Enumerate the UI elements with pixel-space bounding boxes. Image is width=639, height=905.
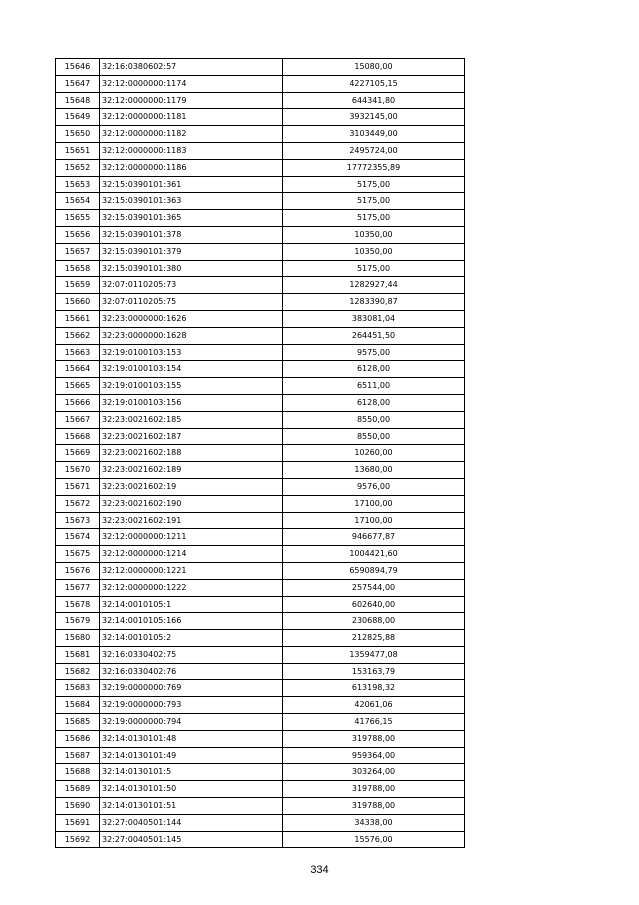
table-row: [56, 75, 465, 92]
value-cell: 6128,00: [283, 361, 465, 378]
table-row: [56, 159, 465, 176]
row-number-cell: 15689: [56, 781, 100, 798]
value-cell: 230688,00: [283, 613, 465, 630]
value-cell: 17100,00: [283, 495, 465, 512]
table-row: [56, 579, 465, 596]
cadastral-number-cell: 32:12:0000000:1222: [100, 579, 283, 596]
row-number-cell: 15688: [56, 764, 100, 781]
table-row: [56, 680, 465, 697]
value-cell: 15576,00: [283, 831, 465, 848]
value-cell: 41766,15: [283, 714, 465, 731]
table-row: [56, 512, 465, 529]
value-cell: 5175,00: [283, 210, 465, 227]
cadastral-number-cell: 32:19:0000000:794: [100, 714, 283, 731]
table-row: [56, 243, 465, 260]
table-row: [56, 613, 465, 630]
cadastral-number-cell: 32:14:0010105:166: [100, 613, 283, 630]
row-number-cell: 15691: [56, 814, 100, 831]
cadastral-number-cell: 32:19:0100103:153: [100, 344, 283, 361]
table-row: [56, 411, 465, 428]
value-cell: 6590894,79: [283, 562, 465, 579]
cadastral-number-cell: 32:23:0021602:19: [100, 478, 283, 495]
cadastral-number-cell: 32:23:0000000:1628: [100, 327, 283, 344]
row-number-cell: 15668: [56, 428, 100, 445]
row-number-cell: 15671: [56, 478, 100, 495]
row-number-cell: 15674: [56, 529, 100, 546]
row-number-cell: 15665: [56, 378, 100, 395]
value-cell: 153163,79: [283, 663, 465, 680]
value-cell: 212825,88: [283, 630, 465, 647]
cadastral-number-cell: 32:23:0021602:190: [100, 495, 283, 512]
table-row: [56, 798, 465, 815]
registry-table: [55, 58, 465, 848]
value-cell: 34338,00: [283, 814, 465, 831]
value-cell: 602640,00: [283, 596, 465, 613]
value-cell: 4227105,15: [283, 75, 465, 92]
cadastral-number-cell: 32:23:0000000:1626: [100, 310, 283, 327]
cadastral-number-cell: 32:14:0130101:48: [100, 730, 283, 747]
table-row: [56, 714, 465, 731]
table-row: [56, 764, 465, 781]
table-row: [56, 428, 465, 445]
row-number-cell: 15658: [56, 260, 100, 277]
value-cell: 1004421,60: [283, 546, 465, 563]
value-cell: 613198,32: [283, 680, 465, 697]
page-number: 334: [310, 864, 329, 876]
cadastral-number-cell: 32:15:0390101:363: [100, 193, 283, 210]
cadastral-number-cell: 32:15:0390101:361: [100, 176, 283, 193]
row-number-cell: 15664: [56, 361, 100, 378]
row-number-cell: 15659: [56, 277, 100, 294]
row-number-cell: 15656: [56, 226, 100, 243]
row-number-cell: 15682: [56, 663, 100, 680]
row-number-cell: 15676: [56, 562, 100, 579]
value-cell: 3932145,00: [283, 109, 465, 126]
table-row: [56, 92, 465, 109]
value-cell: 13680,00: [283, 462, 465, 479]
row-number-cell: 15680: [56, 630, 100, 647]
cadastral-number-cell: 32:14:0130101:51: [100, 798, 283, 815]
cadastral-number-cell: 32:14:0010105:1: [100, 596, 283, 613]
table-row: [56, 596, 465, 613]
row-number-cell: 15648: [56, 92, 100, 109]
row-number-cell: 15662: [56, 327, 100, 344]
cadastral-number-cell: 32:19:0100103:154: [100, 361, 283, 378]
cadastral-number-cell: 32:23:0021602:188: [100, 445, 283, 462]
cadastral-number-cell: 32:12:0000000:1181: [100, 109, 283, 126]
table-row: [56, 730, 465, 747]
table-row: [56, 495, 465, 512]
value-cell: 17772355,89: [283, 159, 465, 176]
cadastral-number-cell: 32:27:0040501:144: [100, 814, 283, 831]
row-number-cell: 15687: [56, 747, 100, 764]
cadastral-number-cell: 32:19:0100103:155: [100, 378, 283, 395]
cadastral-number-cell: 32:16:0330402:75: [100, 646, 283, 663]
row-number-cell: 15653: [56, 176, 100, 193]
cadastral-number-cell: 32:23:0021602:187: [100, 428, 283, 445]
row-number-cell: 15683: [56, 680, 100, 697]
table-row: [56, 126, 465, 143]
row-number-cell: 15660: [56, 294, 100, 311]
row-number-cell: 15681: [56, 646, 100, 663]
value-cell: 10350,00: [283, 243, 465, 260]
value-cell: 1282927,44: [283, 277, 465, 294]
cadastral-number-cell: 32:14:0130101:50: [100, 781, 283, 798]
cadastral-number-cell: 32:12:0000000:1179: [100, 92, 283, 109]
table-row: [56, 193, 465, 210]
cadastral-number-cell: 32:19:0000000:769: [100, 680, 283, 697]
cadastral-number-cell: 32:14:0010105:2: [100, 630, 283, 647]
row-number-cell: 15646: [56, 59, 100, 76]
cadastral-number-cell: 32:14:0130101:49: [100, 747, 283, 764]
value-cell: 319788,00: [283, 798, 465, 815]
table-row: [56, 562, 465, 579]
cadastral-number-cell: 32:07:0110205:73: [100, 277, 283, 294]
value-cell: 9575,00: [283, 344, 465, 361]
table-row: [56, 478, 465, 495]
cadastral-number-cell: 32:12:0000000:1221: [100, 562, 283, 579]
row-number-cell: 15669: [56, 445, 100, 462]
table-row: [56, 176, 465, 193]
cadastral-number-cell: 32:23:0021602:185: [100, 411, 283, 428]
table-row: [56, 831, 465, 848]
value-cell: 1359477,08: [283, 646, 465, 663]
cadastral-number-cell: 32:19:0100103:156: [100, 394, 283, 411]
value-cell: 319788,00: [283, 730, 465, 747]
row-number-cell: 15649: [56, 109, 100, 126]
row-number-cell: 15647: [56, 75, 100, 92]
table-row: [56, 210, 465, 227]
cadastral-number-cell: 32:12:0000000:1211: [100, 529, 283, 546]
cadastral-number-cell: 32:27:0040501:145: [100, 831, 283, 848]
table-row: [56, 310, 465, 327]
cadastral-number-cell: 32:16:0380602:57: [100, 59, 283, 76]
row-number-cell: 15685: [56, 714, 100, 731]
table-row: [56, 226, 465, 243]
value-cell: 303264,00: [283, 764, 465, 781]
cadastral-number-cell: 32:07:0110205:75: [100, 294, 283, 311]
value-cell: 3103449,00: [283, 126, 465, 143]
cadastral-number-cell: 32:19:0000000:793: [100, 697, 283, 714]
table-row: [56, 445, 465, 462]
value-cell: 6128,00: [283, 394, 465, 411]
table-row: [56, 59, 465, 76]
value-cell: 257544,00: [283, 579, 465, 596]
table-row: [56, 294, 465, 311]
cadastral-number-cell: 32:12:0000000:1174: [100, 75, 283, 92]
value-cell: 644341,80: [283, 92, 465, 109]
row-number-cell: 15679: [56, 613, 100, 630]
row-number-cell: 15686: [56, 730, 100, 747]
table-row: [56, 142, 465, 159]
row-number-cell: 15684: [56, 697, 100, 714]
table-row: [56, 277, 465, 294]
value-cell: 8550,00: [283, 428, 465, 445]
table-row: [56, 462, 465, 479]
row-number-cell: 15690: [56, 798, 100, 815]
row-number-cell: 15654: [56, 193, 100, 210]
cadastral-number-cell: 32:23:0021602:189: [100, 462, 283, 479]
row-number-cell: 15655: [56, 210, 100, 227]
row-number-cell: 15663: [56, 344, 100, 361]
row-number-cell: 15672: [56, 495, 100, 512]
value-cell: 1283390,87: [283, 294, 465, 311]
table-row: [56, 260, 465, 277]
value-cell: 15080,00: [283, 59, 465, 76]
row-number-cell: 15677: [56, 579, 100, 596]
value-cell: 10260,00: [283, 445, 465, 462]
cadastral-number-cell: 32:12:0000000:1214: [100, 546, 283, 563]
value-cell: 5175,00: [283, 176, 465, 193]
cadastral-number-cell: 32:15:0390101:378: [100, 226, 283, 243]
cadastral-number-cell: 32:12:0000000:1186: [100, 159, 283, 176]
value-cell: 264451,50: [283, 327, 465, 344]
value-cell: 17100,00: [283, 512, 465, 529]
table-row: [56, 697, 465, 714]
value-cell: 5175,00: [283, 193, 465, 210]
table-row: [56, 646, 465, 663]
cadastral-number-cell: 32:15:0390101:365: [100, 210, 283, 227]
value-cell: 42061,06: [283, 697, 465, 714]
value-cell: 946677,87: [283, 529, 465, 546]
value-cell: 319788,00: [283, 781, 465, 798]
table-row: [56, 529, 465, 546]
value-cell: 8550,00: [283, 411, 465, 428]
row-number-cell: 15673: [56, 512, 100, 529]
table-row: [56, 109, 465, 126]
cadastral-number-cell: 32:12:0000000:1182: [100, 126, 283, 143]
row-number-cell: 15692: [56, 831, 100, 848]
table-row: [56, 378, 465, 395]
cadastral-number-cell: 32:12:0000000:1183: [100, 142, 283, 159]
table-row: [56, 781, 465, 798]
row-number-cell: 15678: [56, 596, 100, 613]
table-row: [56, 344, 465, 361]
table-row: [56, 327, 465, 344]
row-number-cell: 15652: [56, 159, 100, 176]
cadastral-number-cell: 32:15:0390101:379: [100, 243, 283, 260]
row-number-cell: 15661: [56, 310, 100, 327]
value-cell: 2495724,00: [283, 142, 465, 159]
table-row: [56, 361, 465, 378]
value-cell: 959364,00: [283, 747, 465, 764]
row-number-cell: 15670: [56, 462, 100, 479]
row-number-cell: 15666: [56, 394, 100, 411]
table-row: [56, 546, 465, 563]
row-number-cell: 15675: [56, 546, 100, 563]
table-row: [56, 630, 465, 647]
cadastral-number-cell: 32:16:0330402:76: [100, 663, 283, 680]
value-cell: 383081,04: [283, 310, 465, 327]
value-cell: 10350,00: [283, 226, 465, 243]
registry-table-body: [56, 59, 465, 848]
row-number-cell: 15657: [56, 243, 100, 260]
table-row: [56, 747, 465, 764]
row-number-cell: 15651: [56, 142, 100, 159]
cadastral-number-cell: 32:15:0390101:380: [100, 260, 283, 277]
value-cell: 5175,00: [283, 260, 465, 277]
cadastral-number-cell: 32:14:0130101:5: [100, 764, 283, 781]
table-row: [56, 394, 465, 411]
cadastral-number-cell: 32:23:0021602:191: [100, 512, 283, 529]
value-cell: 9576,00: [283, 478, 465, 495]
table-row: [56, 663, 465, 680]
value-cell: 6511,00: [283, 378, 465, 395]
row-number-cell: 15650: [56, 126, 100, 143]
row-number-cell: 15667: [56, 411, 100, 428]
table-row: [56, 814, 465, 831]
